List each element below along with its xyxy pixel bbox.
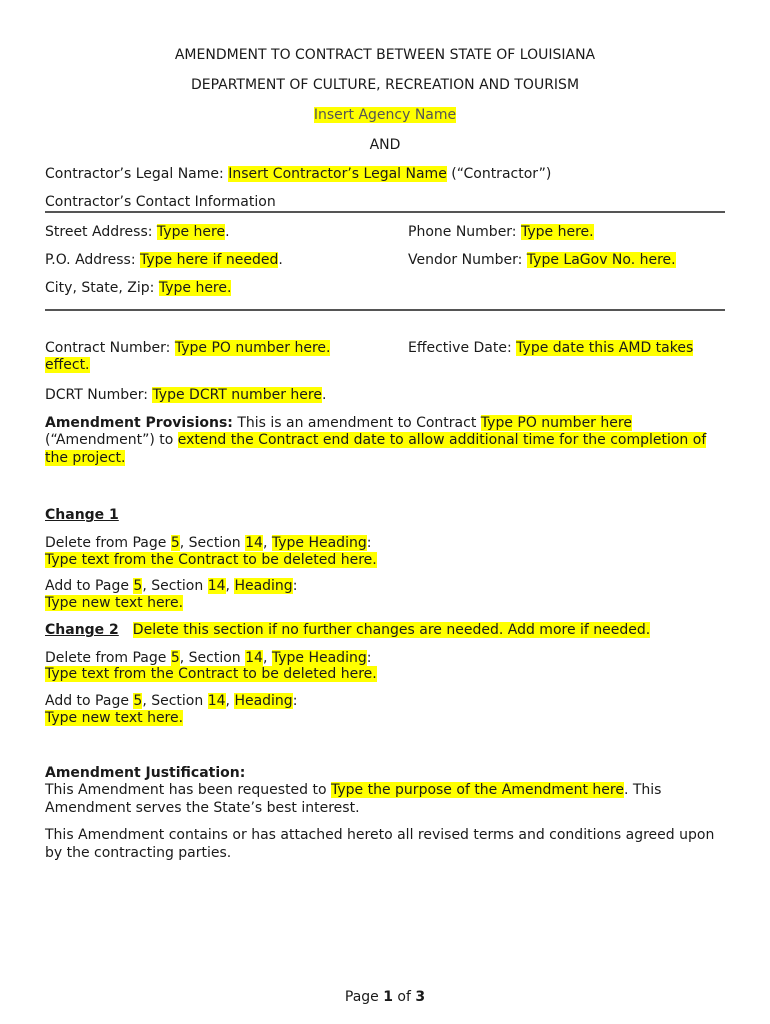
change-2-add-heading-field[interactable]: Heading: [234, 693, 293, 709]
divider-top: [45, 211, 725, 213]
change-1-delete-section-field[interactable]: 14: [245, 535, 263, 551]
change-2-add-page-field[interactable]: 5: [133, 693, 143, 709]
change-2-delete-line: [45, 650, 371, 667]
effective-date-label: Effective Date:: [408, 340, 517, 356]
dcrt-number-field[interactable]: Type DCRT number here: [152, 387, 322, 403]
change-2-add-comma: ,: [225, 693, 235, 709]
dcrt-suffix: .: [321, 387, 327, 403]
provisions-line-1: [45, 415, 632, 432]
provisions-purpose-field-continued[interactable]: the project.: [45, 450, 126, 466]
agency-name-line: [0, 107, 770, 124]
title-line-2: DEPARTMENT OF CULTURE, RECREATION AND TOURISM: [190, 77, 580, 93]
provisions-line-2: [45, 432, 706, 449]
footer-total-pages: 3: [415, 989, 426, 1005]
change-1-add-heading-field[interactable]: Heading: [234, 578, 293, 594]
provisions-text: This is an amendment to Contract: [232, 415, 481, 431]
contract-number-label: Contract Number:: [45, 340, 175, 356]
change-1-add-section-label: , Section: [142, 578, 208, 594]
contractor-legal-name-line: [45, 166, 551, 183]
contract-number-line: [45, 340, 330, 357]
change-2-add-body-field[interactable]: Type new text here.: [45, 710, 184, 726]
provisions-text-2: (“Amendment”) to: [45, 432, 178, 448]
change-2-comma: ,: [262, 650, 272, 666]
effective-date-field-continued[interactable]: effect.: [45, 357, 90, 373]
vendor-number-line: [408, 252, 676, 269]
change-1-delete-line: [45, 535, 371, 552]
vendor-number-field[interactable]: Type LaGov No. here.: [526, 252, 676, 268]
change-2-delete-body-field[interactable]: Type text from the Contract to be deleted here.: [45, 666, 377, 682]
change-2-delete-section-field[interactable]: 14: [245, 650, 263, 666]
change-2-add-section-label: , Section: [142, 693, 208, 709]
change-2-delete-heading-field[interactable]: Type Heading: [271, 650, 367, 666]
provisions-po-field[interactable]: Type PO number here: [480, 415, 632, 431]
phone-number-field[interactable]: Type here.: [520, 224, 594, 240]
title-line-1: AMENDMENT TO CONTRACT BETWEEN STATE OF LOUISIANA: [174, 47, 596, 63]
change-2-delete-label: Delete from Page: [45, 650, 171, 666]
change-1-add-page-field[interactable]: 5: [133, 578, 143, 594]
contractor-legal-name-label: Contractor’s Legal Name:: [45, 166, 229, 182]
change-1-delete-body-line: [45, 552, 377, 569]
change-2-delete-body-line: [45, 666, 377, 683]
change-2-title-text: Change 2: [45, 622, 119, 638]
change-1-comma: ,: [262, 535, 272, 551]
change-1-add-colon: :: [292, 578, 298, 594]
footer-of-label: of: [392, 989, 416, 1005]
change-1-add-line: [45, 578, 297, 595]
city-state-zip-label: City, State, Zip:: [45, 280, 159, 296]
street-address-field[interactable]: Type here: [156, 224, 226, 240]
footer-page-label: Page: [344, 989, 384, 1005]
vendor-number-label: Vendor Number:: [408, 252, 527, 268]
change-1-add-body-field[interactable]: Type new text here.: [45, 595, 184, 611]
change-2-title-line: [45, 622, 650, 639]
street-suffix: .: [225, 224, 230, 240]
dcrt-number-label: DCRT Number:: [45, 387, 153, 403]
justification-title: Amendment Justification:: [45, 765, 246, 781]
change-1-add-comma: ,: [225, 578, 235, 594]
change-1-title: [45, 507, 119, 524]
change-2-colon: :: [366, 650, 372, 666]
dcrt-number-line: [45, 387, 326, 404]
change-2-section-label: , Section: [179, 650, 246, 666]
change-1-add-body-line: [45, 595, 183, 612]
closing-line-2: by the contracting parties.: [45, 845, 232, 861]
change-1-title-text: Change 1: [45, 507, 119, 523]
effective-date-line: [408, 340, 693, 357]
contract-number-wrap: [45, 357, 90, 374]
page-footer: [0, 989, 770, 1006]
contractor-suffix: (“Contractor”): [446, 166, 552, 182]
justification-text-1: This Amendment has been requested to: [45, 782, 332, 798]
footer-current-page: 1: [383, 989, 393, 1005]
change-1-add-section-field[interactable]: 14: [207, 578, 226, 594]
change-1-delete-body-field[interactable]: Type text from the Contract to be deleted here.: [45, 552, 377, 568]
phone-number-label: Phone Number:: [408, 224, 521, 240]
change-1-delete-heading-field[interactable]: Type Heading: [271, 535, 367, 551]
po-address-field[interactable]: Type here if needed: [140, 252, 279, 268]
city-state-zip-field[interactable]: Type here.: [158, 280, 232, 296]
justification-line-2: Amendment serves the State’s best interest.: [45, 800, 360, 816]
phone-number-line: [408, 224, 594, 241]
change-1-section-label: , Section: [179, 535, 246, 551]
change-2-add-section-field[interactable]: 14: [207, 693, 226, 709]
provisions-label: Amendment Provisions:: [45, 415, 233, 431]
city-state-zip-line: [45, 280, 231, 297]
change-1-add-label: Add to Page: [45, 578, 134, 594]
and-line: AND: [369, 137, 401, 153]
contract-number-field[interactable]: Type PO number here.: [174, 340, 331, 356]
justification-purpose-field[interactable]: Type the purpose of the Amendment here: [331, 782, 624, 798]
street-address-label: Street Address:: [45, 224, 157, 240]
street-address-line: [45, 224, 230, 241]
po-suffix: .: [278, 252, 283, 268]
agency-name-field[interactable]: Insert Agency Name: [313, 107, 457, 123]
divider-bottom: [45, 309, 725, 311]
contractor-legal-name-field[interactable]: Insert Contractor’s Legal Name: [228, 166, 447, 182]
effective-date-field[interactable]: Type date this AMD takes: [516, 340, 694, 356]
change-2-add-label: Add to Page: [45, 693, 134, 709]
change-1-colon: :: [366, 535, 372, 551]
change-1-delete-label: Delete from Page: [45, 535, 171, 551]
change-1-delete-page-field[interactable]: 5: [170, 535, 180, 551]
po-address-label: P.O. Address:: [45, 252, 140, 268]
justification-text-2: . This: [623, 782, 662, 798]
change-2-delete-page-field[interactable]: 5: [170, 650, 180, 666]
provisions-purpose-field[interactable]: extend the Contract end date to allow additional time for the completion of: [177, 432, 707, 448]
change-2-note[interactable]: Delete this section if no further changes are needed. Add more if needed.: [132, 622, 651, 638]
justification-line-1: [45, 782, 661, 799]
change-2-add-line: [45, 693, 297, 710]
change-2-add-body-line: [45, 710, 183, 727]
contact-info-heading: Contractor’s Contact Information: [45, 194, 276, 210]
po-address-line: [45, 252, 283, 269]
provisions-line-3: [45, 450, 125, 467]
closing-line-1: This Amendment contains or has attached hereto all revised terms and conditions agreed upon: [45, 827, 715, 843]
change-2-add-colon: :: [292, 693, 298, 709]
